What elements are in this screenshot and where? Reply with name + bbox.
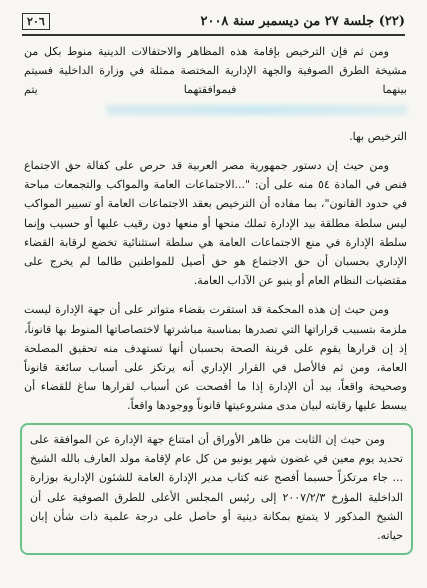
- highlighted-box: [20, 423, 413, 555]
- paragraph-1: [24, 42, 407, 119]
- page-number: ٢٠٦: [22, 13, 50, 30]
- document-body: [24, 42, 407, 426]
- redacted-line: [107, 105, 407, 115]
- session-title: (٢٢) جلسة ٢٧ من ديسمبر سنة ٢٠٠٨: [200, 13, 405, 29]
- paragraph-1-continuation: الترخيص بها.: [349, 129, 407, 143]
- paragraph-2: ومن حيث إن دستور جمهورية مصر العربية قد حرص على كفالة حق الاجتماع فنص في المادة ٥٤ منه على أن: "...الاجتماعات العامة والمواكب والتجمعات مباحة في حدود القانون"، بما مفاده أن الترخيص بعقد الاجتماعات العامة أو تسيير المواكب ليس سلطة مطلقة بيد الإدارة تملك منحها أو منعها دون رقيب عليها أو حسيب وإنما سلطة الإدارة في منع الاجتماعات العامة هي سلطة استثنائية تخضع لرقابة القضاء الإداري بحسبان أن حق الاجتماع هو حق أصيل للمواطنين طالما لم يخرج على مقتضيات النظام العام أو ينبو عن الآداب العامة.: [24, 159, 407, 288]
- paragraph-3: ومن حيث إن هذه المحكمة قد استقرت بقضاء متواتر على أن جهة الإدارة ليست ملزمة بتسبيب قراراتها التي تصدرها بمناسبة مباشرتها لاختصاصاتها المنوط بها قانوناً، إذ إن قرارها يقوم على قرينة الصحة بحسبان أنها تستهدف منه تحقيق المصلحة العامة، ومن ثم فالأصل في القرار الإداري أنه يرتكز على أسباب سائغة قانوناً وصحيحة واقعاً، بيد أن الإدارة إذا ما أفصحت عن أسباب لقرارها ساغ للقضاء أن يبسط عليها رقابته لبيان مدى مشروعيتها قانوناً ووجودها واقعاً.: [24, 303, 407, 413]
- paragraph-1-text: ومن ثم فإن الترخيص بإقامة هذه المظاهر والاحتفالات الدينية منوط بكل من مشيخة الطرق الصوفية والجهة الإدارية المختصة ممثلة في وزارة الداخلية فسيتم بينهما فيموافقتهما يتم: [24, 45, 407, 97]
- highlighted-paragraph: ومن حيث إن الثابت من ظاهر الأوراق أن امتناع جهة الإدارة عن الموافقة على تحديد يوم معين في غضون شهر يونيو من كل عام لإقامة مولد العارف بالله الشيخ ... جاء مرتكزاً حسبما أفصح عنه كتاب مدير الإدارة العامة للشئون الإدارية بوزارة الداخلية المؤرخ ٢٠٠٧/٢/٣ إلى رئيس المجلس الأعلى للطرق الصوفية على أن الشيخ المذكور لا يتمتع بمكانة دينية أو حاصل على درجة علمية ذات شأن إبان حياته.: [30, 433, 403, 543]
- page-header: [22, 8, 405, 36]
